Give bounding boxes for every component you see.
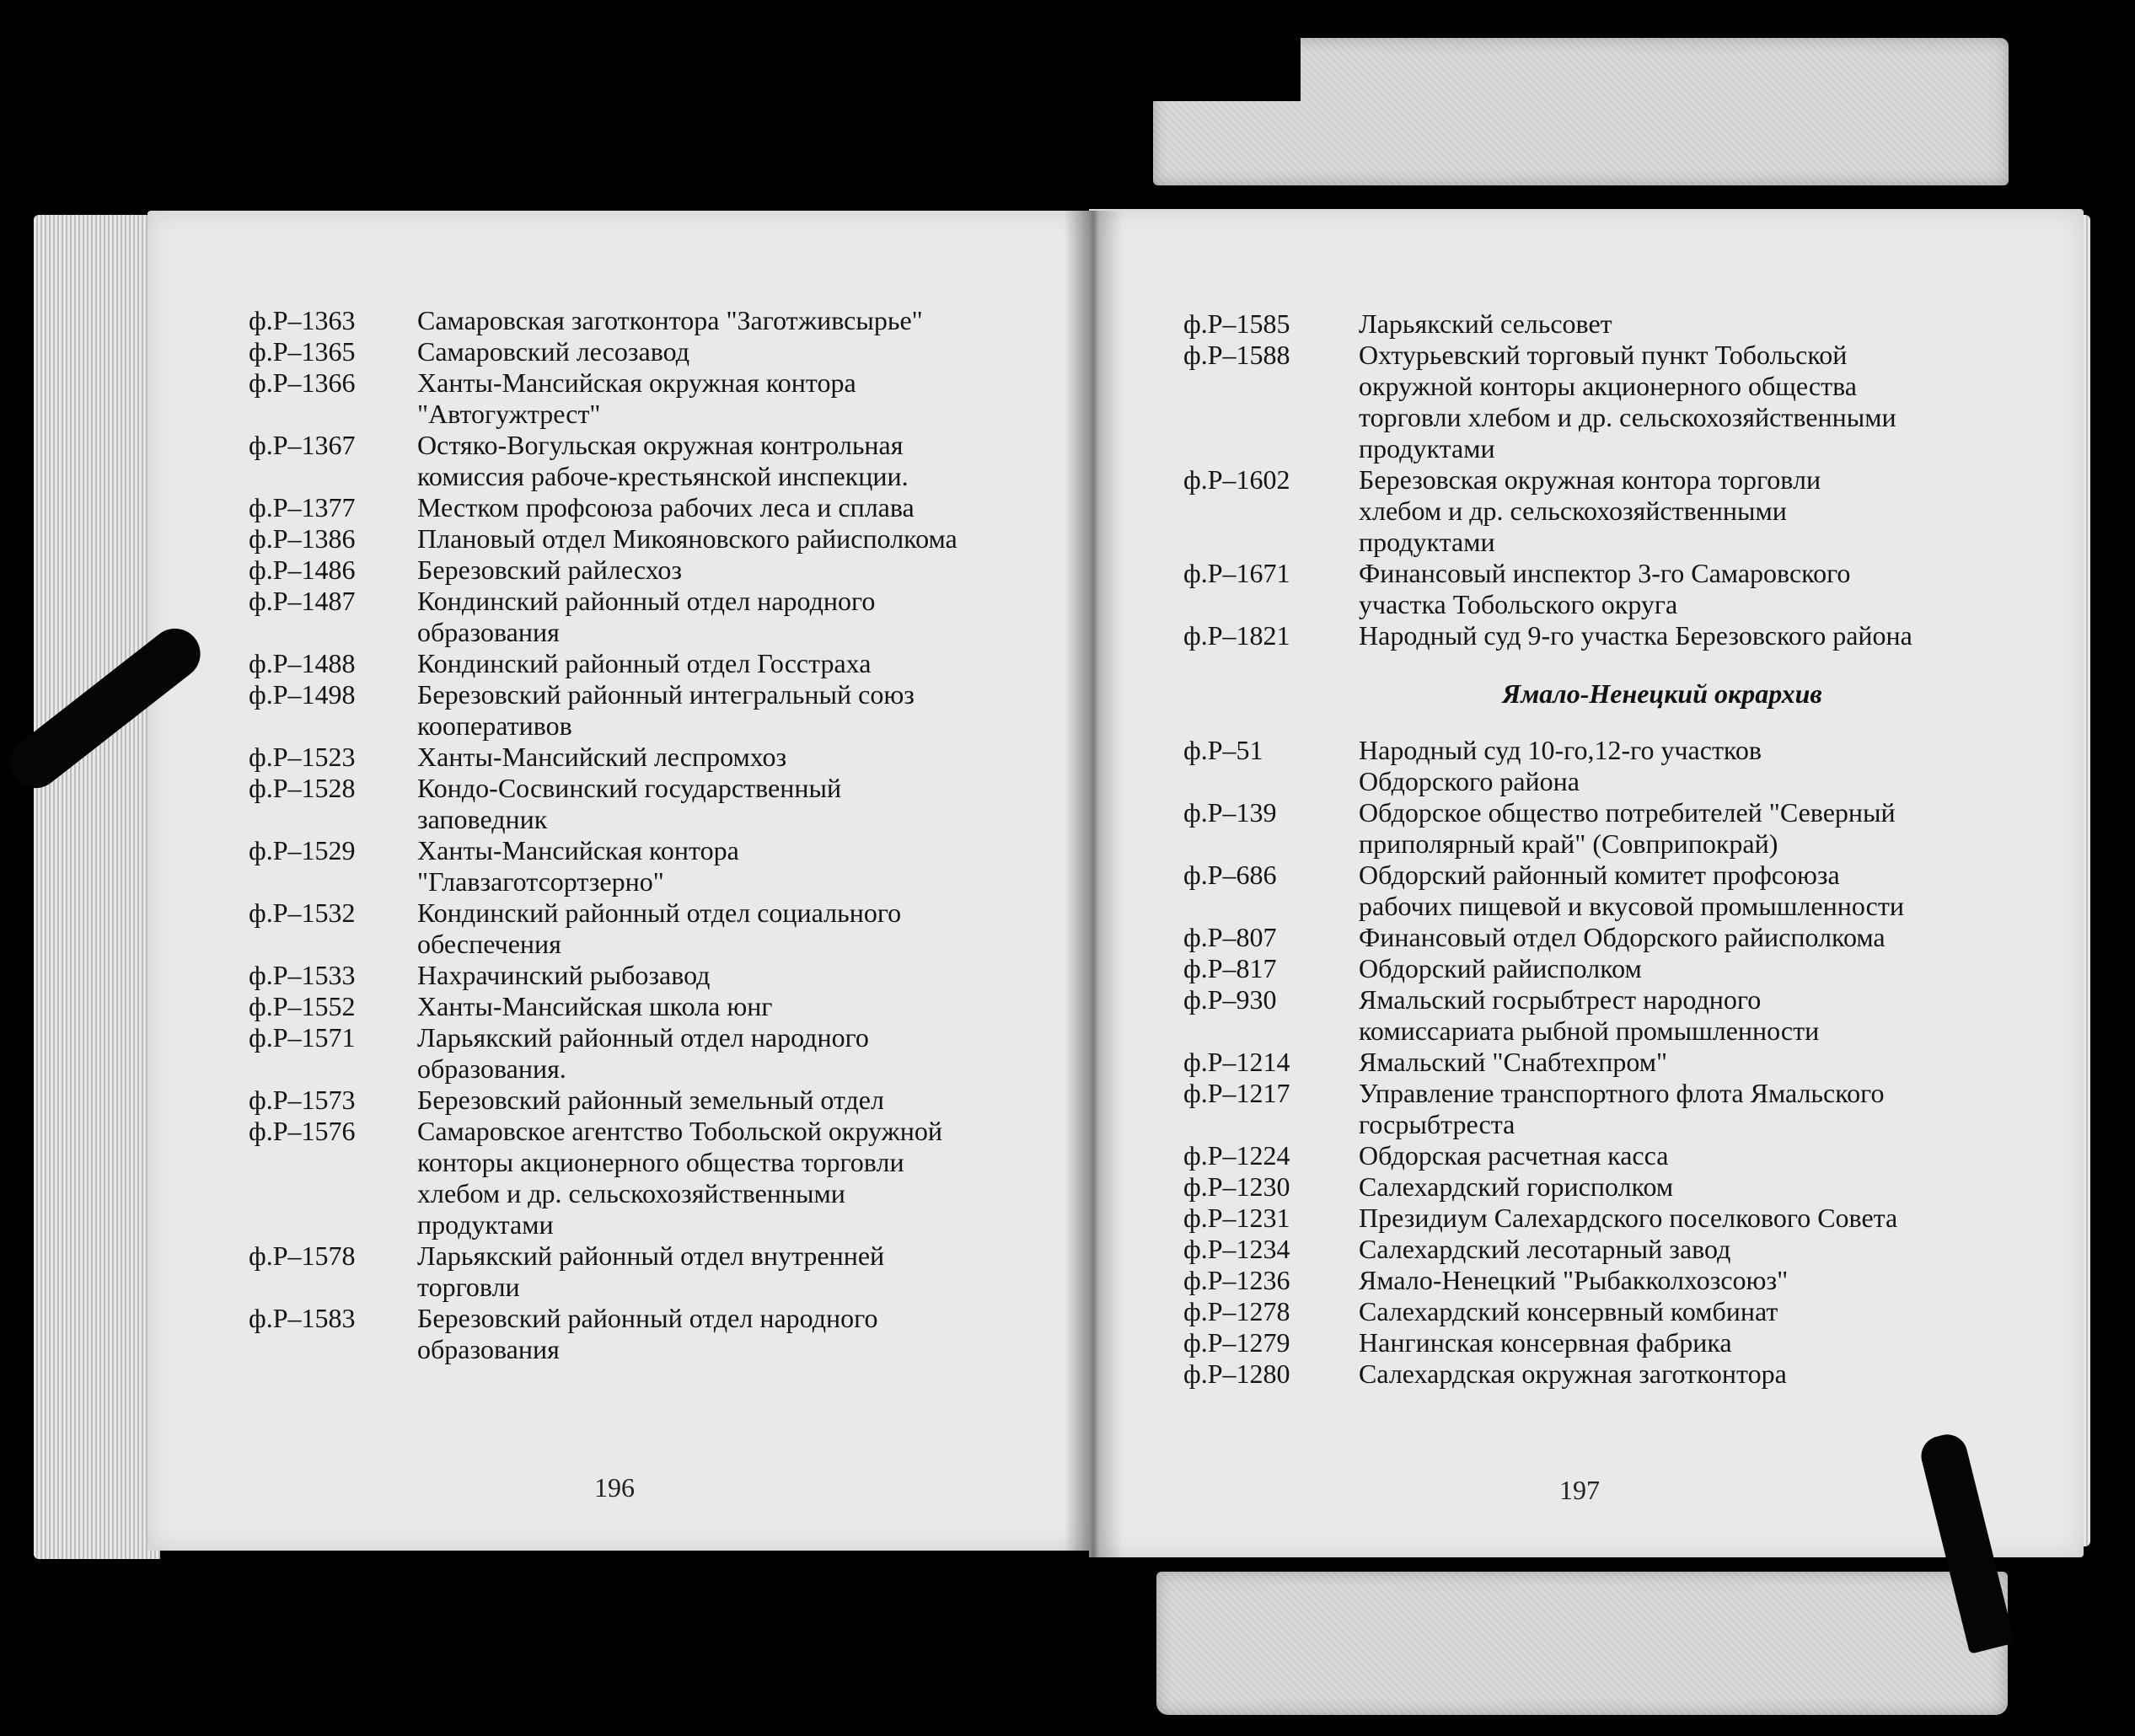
fond-code: ф.Р–1578 [249,1240,356,1271]
catalog-entry [249,305,1092,336]
catalog-entry [1183,620,2068,651]
fond-description: Ларьякский сельсовет [1359,308,1612,339]
fond-code: ф.Р–1585 [1183,308,1290,339]
fond-code: ф.Р–1487 [249,586,356,616]
fond-description: Нахрачинский рыбозавод [417,960,711,990]
catalog-entry [1183,1171,2068,1203]
fond-description: Охтурьевский торговый пункт Тобольской окружной конторы акционерного общества торговли хлебом и др. сельскохозяйственными продуктами [1359,340,1896,463]
fond-code: ф.Р–1588 [1183,340,1290,370]
fond-description: Березовский райлесхоз [417,555,683,585]
fond-code: ф.Р–817 [1183,953,1277,983]
page-edges-left [34,215,160,1559]
catalog-entry [249,991,1092,1022]
catalog-entry [249,336,1092,367]
catalog-entry [1183,1234,2068,1265]
fond-code: ф.Р–1217 [1183,1078,1290,1108]
fond-description: Финансовый инспектор 3-го Самаровского участка Тобольского округа [1359,558,1851,619]
fond-code: ф.Р–1523 [249,742,356,772]
foam-support-bottom [1156,1572,2008,1715]
book-gutter [1064,211,1123,1559]
fond-description: Самаровское агентство Тобольской окружной конторы акционерного общества торговли хлебом и др. сельскохозяйственными продуктами [417,1116,942,1240]
fond-code: ф.Р–1234 [1183,1234,1290,1264]
catalog-entry [249,648,1092,679]
fond-description: Березовский районный отдел народного образования [417,1303,878,1364]
fond-description: Салехардский консервный комбинат [1359,1296,1778,1326]
fond-description: Кондинский районный отдел народного образования [417,586,876,647]
catalog-entry [1183,340,2068,464]
fond-description: Ханты-Мансийская школа юнг [417,991,773,1021]
catalog-entry [1183,464,2068,558]
fond-description: Финансовый отдел Обдорского райисполкома [1359,922,1886,952]
catalog-entry [249,1303,1092,1365]
fond-description: Салехардский горисполком [1359,1171,1674,1202]
fond-description: Обдорский райисполком [1359,953,1642,983]
catalog-entry [1183,984,2068,1047]
catalog-entry [1183,953,2068,984]
fond-code: ф.Р–1583 [249,1303,356,1333]
fond-description: Кондинский районный отдел социального обеспечения [417,897,902,959]
fond-code: ф.Р–1573 [249,1085,356,1115]
left-page [148,211,1092,1551]
catalog-entry [249,960,1092,991]
page-number-right: 197 [1559,1475,1600,1505]
left-entry-list [249,305,1092,1365]
fond-code: ф.Р–1821 [1183,620,1290,651]
foam-support-top [1153,38,2009,185]
catalog-entry [249,1022,1092,1085]
fond-description: Ханты-Мансийская окружная контора "Автогужтрест" [417,367,856,429]
fond-description: Местком профсоюза рабочих леса и сплава [417,492,915,522]
fond-code: ф.Р–1571 [249,1022,356,1053]
fond-description: Нангинская консервная фабрика [1359,1327,1732,1358]
page-number-left: 196 [594,1472,635,1503]
catalog-entry [1183,1358,2068,1390]
fond-code: ф.Р–1602 [1183,464,1290,495]
fond-code: ф.Р–1231 [1183,1203,1290,1233]
catalog-entry [1183,308,2068,340]
catalog-entry [249,742,1092,773]
fond-description: Салехардский лесотарный завод [1359,1234,1731,1264]
fond-description: Обдорское общество потребителей "Северный приполярный край" (Совприпокрай) [1359,797,1896,859]
fond-code: ф.Р–1552 [249,991,356,1021]
fond-description: Березовская окружная контора торговли хлебом и др. сельскохозяйственными продуктами [1359,464,1821,557]
fond-code: ф.Р–1377 [249,492,356,522]
fond-description: Ларьякский районный отдел внутренней торговли [417,1240,885,1302]
catalog-entry [249,367,1092,430]
fond-code: ф.Р–1214 [1183,1047,1290,1077]
fond-description: Ямальский "Снабтехпром" [1359,1047,1668,1077]
fond-code: ф.Р–1486 [249,555,356,585]
fond-code: ф.Р–930 [1183,984,1277,1015]
catalog-entry [1183,797,2068,860]
fond-code: ф.Р–807 [1183,922,1277,952]
fond-description: Ямало-Ненецкий "Рыбакколхозсоюз" [1359,1265,1789,1295]
fond-code: ф.Р–1532 [249,897,356,928]
fond-description: Самаровский лесозавод [417,336,689,367]
catalog-entry [1183,1047,2068,1078]
fond-code: ф.Р–139 [1183,797,1277,828]
fond-description: Кондинский районный отдел Госстраха [417,648,872,678]
fond-code: ф.Р–1363 [249,305,356,335]
catalog-entry [1183,1327,2068,1358]
right-entries-bottom [1183,735,2068,1390]
fond-code: ф.Р–686 [1183,860,1277,890]
fond-description: Салехардская окружная заготконтора [1359,1358,1787,1389]
fond-description: Ямальский госрыбтрест народного комиссариата рыбной промышленности [1359,984,1820,1046]
fond-description: Управление транспортного флота Ямальского госрыбтреста [1359,1078,1885,1139]
catalog-entry [249,1240,1092,1303]
fond-code: ф.Р–1386 [249,523,356,554]
fond-description: Народный суд 9-го участка Березовского района [1359,620,1912,651]
catalog-entry [249,773,1092,835]
fond-code: ф.Р–1576 [249,1116,356,1146]
fond-description: Ханты-Мансийская контора "Главзаготсортзерно" [417,835,739,897]
right-page [1089,209,2084,1557]
fond-code: ф.Р–51 [1183,735,1263,765]
catalog-entry [249,430,1092,492]
section-heading: Ямало-Ненецкий окрархив [1502,678,1822,709]
fond-code: ф.Р–1367 [249,430,356,460]
fond-description: Самаровская заготконтора "Заготживсырье" [417,305,923,335]
fond-description: Ларьякский районный отдел народного образования. [417,1022,869,1084]
catalog-entry [1183,558,2068,620]
fond-code: ф.Р–1236 [1183,1265,1290,1295]
catalog-entry [249,835,1092,897]
fond-description: Обдорская расчетная касса [1359,1140,1669,1171]
fond-code: ф.Р–1230 [1183,1171,1290,1202]
fond-code: ф.Р–1365 [249,336,356,367]
catalog-entry [249,1085,1092,1116]
fond-code: ф.Р–1529 [249,835,356,865]
fond-description: Березовский районный земельный отдел [417,1085,884,1115]
catalog-entry [249,492,1092,523]
catalog-entry [249,555,1092,586]
fond-description: Президиум Салехардского поселкового Совета [1359,1203,1898,1233]
right-entry-list [1183,308,2068,1390]
fond-code: ф.Р–1279 [1183,1327,1290,1358]
catalog-entry [1183,1140,2068,1171]
fond-description: Березовский районный интегральный союз кооперативов [417,679,915,741]
catalog-entry [249,897,1092,960]
fond-code: ф.Р–1488 [249,648,356,678]
catalog-entry [1183,1078,2068,1140]
catalog-entry [249,523,1092,555]
catalog-entry [1183,922,2068,953]
catalog-entry [1183,860,2068,922]
fond-description: Обдорский районный комитет профсоюза рабочих пищевой и вкусовой промышленности [1359,860,1904,921]
fond-description: Народный суд 10-го,12-го участков Обдорского района [1359,735,1762,796]
fond-description: Кондо-Сосвинский государственный заповедник [417,773,842,834]
fond-code: ф.Р–1280 [1183,1358,1290,1389]
fond-code: ф.Р–1498 [249,679,356,710]
catalog-entry [249,586,1092,648]
catalog-entry [1183,735,2068,797]
fond-description: Остяко-Вогульская окружная контрольная комиссия рабоче-крестьянской инспекции. [417,430,909,491]
fond-code: ф.Р–1224 [1183,1140,1290,1171]
fond-code: ф.Р–1528 [249,773,356,803]
catalog-entry [249,679,1092,742]
fond-code: ф.Р–1671 [1183,558,1290,588]
catalog-entry [249,1116,1092,1240]
fond-code: ф.Р–1533 [249,960,356,990]
catalog-entry [1183,1203,2068,1234]
catalog-entry [1183,1265,2068,1296]
right-entries-top [1183,308,2068,651]
fond-description: Плановый отдел Микояновского райисполкома [417,523,958,554]
fond-code: ф.Р–1366 [249,367,356,398]
fond-code: ф.Р–1278 [1183,1296,1290,1326]
fond-description: Ханты-Мансийский леспромхоз [417,742,787,772]
catalog-entry [1183,1296,2068,1327]
